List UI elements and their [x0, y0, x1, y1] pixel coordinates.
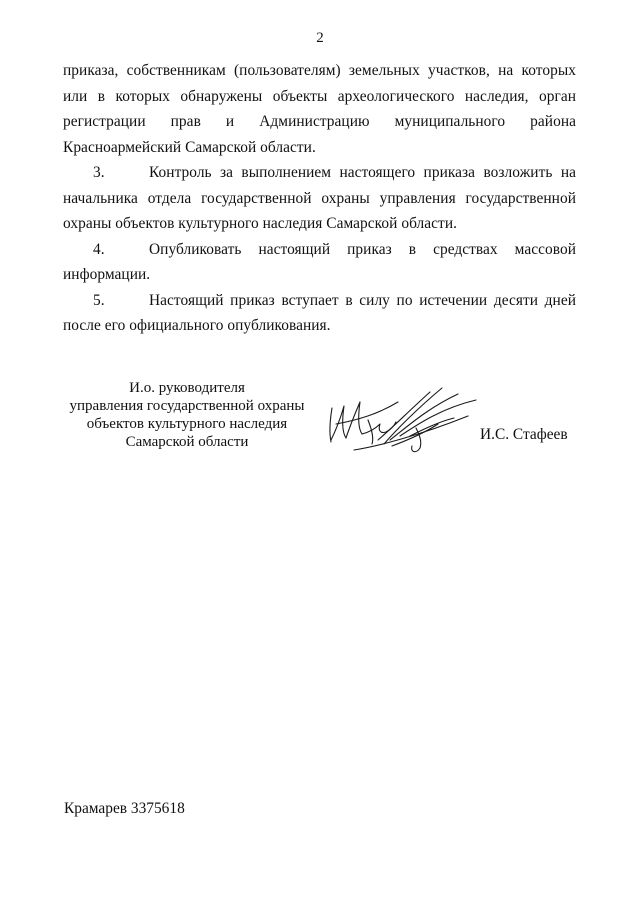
- paragraph-item-3: [63, 160, 576, 237]
- paragraph-number: 4.: [93, 240, 105, 258]
- paragraph-text: Настоящий приказ вступает в силу по истечении десяти дней после его официального опубликования.: [63, 291, 576, 334]
- paragraph-item-4: [63, 237, 576, 288]
- paragraph-text: Контроль за выполнением настоящего приказа возложить на начальника отдела государственной охраны управления государственной охраны объектов культурного наследия Самарской области.: [63, 164, 576, 232]
- executor-contact: Крамарев 3375618: [64, 800, 185, 817]
- paragraph-text: приказа, собственникам (пользователям) земельных участков, на которых или в которых обнаружены объекты археологического наследия, орган регистрации прав и Администрацию муниципального района Красноармейский Самарской области.: [63, 62, 576, 156]
- signer-position: [62, 379, 312, 451]
- paragraph-text: Опубликовать настоящий приказ в средствах массовой информации.: [63, 240, 576, 283]
- paragraph-item-5: [63, 288, 576, 339]
- signer-position-line: объектов культурного наследия: [86, 416, 288, 432]
- document-body: [63, 58, 576, 339]
- signer-position-line: управления государственной охраны: [69, 398, 305, 414]
- signer-position-line: И.о. руководителя: [129, 380, 245, 396]
- signer-name: И.С. Стафеев: [480, 426, 568, 443]
- page-number: 2: [316, 30, 324, 46]
- paragraph-number: 3.: [93, 164, 105, 181]
- paragraph-number: 5.: [93, 291, 105, 309]
- paragraph-continuation: [63, 58, 576, 160]
- signer-position-line: Самарской области: [125, 434, 249, 450]
- handwritten-signature: [318, 380, 493, 470]
